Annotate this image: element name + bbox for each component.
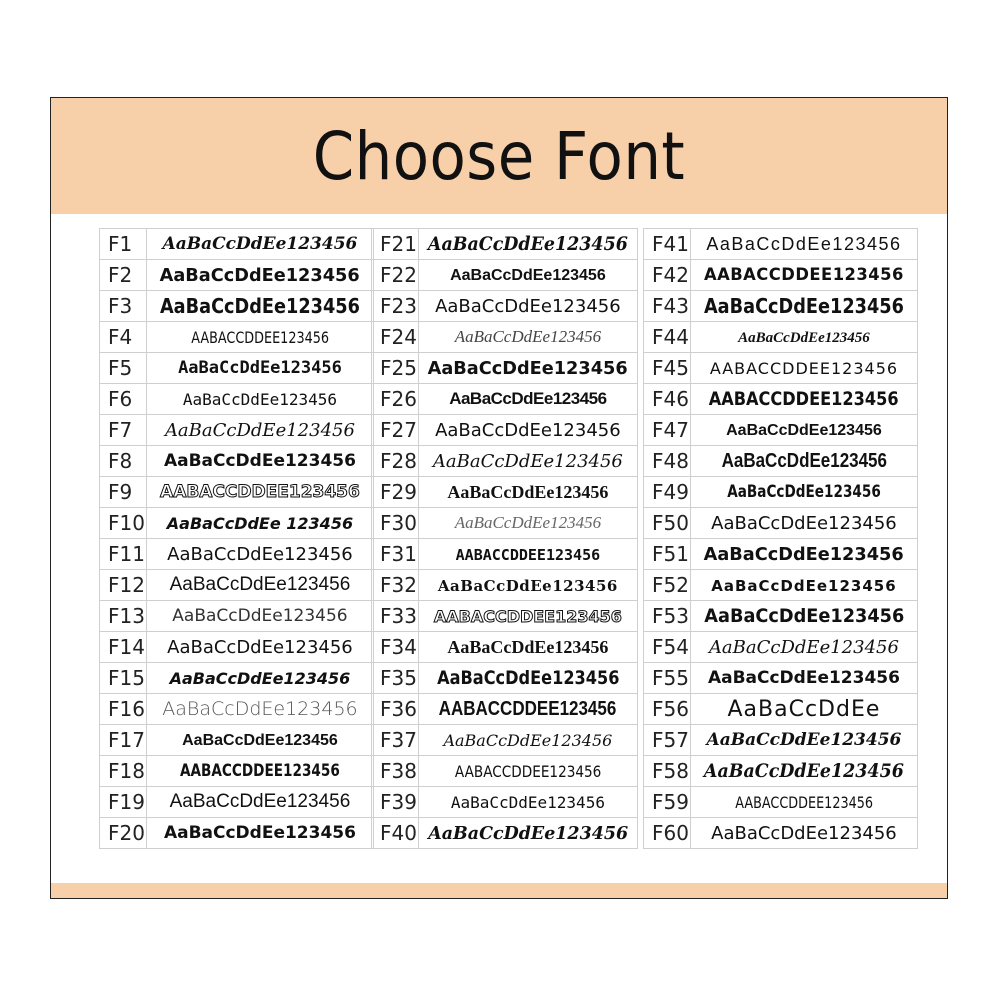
font-row[interactable] xyxy=(372,446,638,477)
font-sample: AaBaCcDdEe123456 xyxy=(707,668,900,688)
font-sample-cell xyxy=(419,508,638,539)
font-sample: AaBaCcDdEe 123456 xyxy=(166,513,354,533)
font-code: F52 xyxy=(644,570,691,601)
font-row[interactable] xyxy=(100,353,374,384)
font-sample-cell xyxy=(419,353,638,384)
font-code: F15 xyxy=(100,663,147,694)
font-sample-cell xyxy=(419,322,638,353)
font-sample-cell xyxy=(419,787,638,818)
font-sample-cell xyxy=(419,384,638,415)
font-code: F30 xyxy=(372,508,419,539)
font-code: F4 xyxy=(100,322,147,353)
font-row[interactable] xyxy=(644,539,918,570)
font-row[interactable] xyxy=(372,508,638,539)
font-code: F6 xyxy=(100,384,147,415)
font-row[interactable] xyxy=(644,663,918,694)
font-row[interactable] xyxy=(644,787,918,818)
font-row[interactable] xyxy=(100,477,374,508)
font-row[interactable] xyxy=(100,260,374,291)
font-sample: AaBaCcDdEe123456 xyxy=(427,233,628,255)
font-sample: AaBaCcDdEe123456 xyxy=(435,295,621,317)
font-sample-cell xyxy=(419,446,638,477)
font-row[interactable] xyxy=(644,570,918,601)
font-sample-cell xyxy=(419,229,638,260)
font-row[interactable] xyxy=(644,415,918,446)
font-code: F27 xyxy=(372,415,419,446)
font-row[interactable] xyxy=(644,694,918,725)
font-sample-cell xyxy=(419,756,638,787)
font-sample: AaBaCcDdEe123456 xyxy=(437,576,618,595)
font-row[interactable] xyxy=(100,694,374,725)
font-sample: AaBaCcDdEe123456 xyxy=(711,822,897,844)
font-sample-cell xyxy=(419,415,638,446)
font-sample-cell xyxy=(147,477,374,508)
font-sample-cell xyxy=(147,725,374,756)
font-sample-cell xyxy=(691,291,918,322)
font-row[interactable] xyxy=(644,601,918,632)
font-sample-cell xyxy=(419,694,638,725)
font-sample-cell xyxy=(147,446,374,477)
font-sample: AaBaCcDdEe123456 xyxy=(169,574,351,595)
font-table-column-2 xyxy=(371,228,638,849)
font-sample: AaBaCcDdEe123456 xyxy=(727,482,881,502)
font-sample: AaBaCcDdEe123456 xyxy=(432,450,623,472)
font-row[interactable] xyxy=(100,787,374,818)
font-sample: AaBaCcDdEe123456 xyxy=(164,419,355,441)
font-sample: AaBaCcDdEe123456 xyxy=(703,294,904,318)
font-sample-cell xyxy=(691,787,918,818)
font-sample-cell xyxy=(147,601,374,632)
font-sample-cell xyxy=(691,446,918,477)
font-sample: AaBaCcDdEe123456 xyxy=(706,233,902,254)
font-row[interactable] xyxy=(100,508,374,539)
font-code: F49 xyxy=(644,477,691,508)
font-code: F50 xyxy=(644,508,691,539)
font-sample: AaBaCcDdEe123456 xyxy=(427,357,628,379)
font-chart-card xyxy=(50,97,948,899)
font-sample-cell xyxy=(147,539,374,570)
font-row[interactable] xyxy=(372,322,638,353)
font-row[interactable] xyxy=(644,818,918,849)
font-code: F56 xyxy=(644,694,691,725)
font-code: F55 xyxy=(644,663,691,694)
font-sample: AABACCDDEE123456 xyxy=(735,792,873,812)
font-row[interactable] xyxy=(372,694,638,725)
font-sample: AaBaCcDdEe123456 xyxy=(159,294,360,318)
font-row[interactable] xyxy=(100,384,374,415)
font-sample: AABACCDDEE123456 xyxy=(709,388,899,410)
font-sample-cell xyxy=(419,477,638,508)
font-sample: AaBaCcDdEe123456 xyxy=(443,730,613,750)
font-row[interactable] xyxy=(644,384,918,415)
font-sample: AaBaCcDdEe123456 xyxy=(706,730,902,750)
font-sample: AaBaCcDdEe123456 xyxy=(450,267,606,284)
font-sample-cell xyxy=(691,632,918,663)
font-sample: AaBaCcDdEe123456 xyxy=(447,481,609,502)
font-row[interactable] xyxy=(372,601,638,632)
font-code: F23 xyxy=(372,291,419,322)
font-code: F47 xyxy=(644,415,691,446)
font-sample: AABACCDDEE123456 xyxy=(191,327,329,347)
font-row[interactable] xyxy=(372,260,638,291)
font-row[interactable] xyxy=(372,384,638,415)
font-sample: AaBaCcDdEe123456 xyxy=(162,234,358,254)
font-sample-cell xyxy=(691,601,918,632)
font-code: F17 xyxy=(100,725,147,756)
font-code: F18 xyxy=(100,756,147,787)
font-row[interactable] xyxy=(372,570,638,601)
font-code: F51 xyxy=(644,539,691,570)
font-sample-cell xyxy=(147,787,374,818)
font-row[interactable] xyxy=(372,725,638,756)
font-row[interactable] xyxy=(100,663,374,694)
font-sample: AaBaCcDdEe123456 xyxy=(450,792,605,812)
font-sample-cell xyxy=(419,663,638,694)
font-sample-cell xyxy=(147,570,374,601)
font-row[interactable] xyxy=(644,508,918,539)
font-row[interactable] xyxy=(372,663,638,694)
font-sample-cell xyxy=(691,725,918,756)
font-sample-cell xyxy=(691,415,918,446)
font-row[interactable] xyxy=(372,632,638,663)
font-code: F7 xyxy=(100,415,147,446)
font-code: F53 xyxy=(644,601,691,632)
font-row[interactable] xyxy=(372,477,638,508)
font-code: F46 xyxy=(644,384,691,415)
font-row[interactable] xyxy=(644,477,918,508)
font-sample-cell xyxy=(419,260,638,291)
font-sample: AABACCDDEE123456 xyxy=(439,697,617,720)
font-sample-cell xyxy=(147,508,374,539)
font-sample-cell xyxy=(419,570,638,601)
font-sample-cell xyxy=(147,694,374,725)
font-sample: AABACCDDEE123456 xyxy=(454,761,602,781)
font-sample-cell xyxy=(691,353,918,384)
font-code: F33 xyxy=(372,601,419,632)
font-code: F20 xyxy=(100,818,147,849)
font-row[interactable] xyxy=(100,291,374,322)
font-code: F60 xyxy=(644,818,691,849)
font-row[interactable] xyxy=(100,229,374,260)
font-code: F45 xyxy=(644,353,691,384)
font-sample: AaBaCcDdEe123456 xyxy=(163,451,356,471)
font-sample: AaBaCcDdEe123456 xyxy=(167,543,353,565)
font-row[interactable] xyxy=(372,787,638,818)
font-code: F10 xyxy=(100,508,147,539)
font-tables xyxy=(51,228,947,870)
font-sample: AaBaCcDdEe123456 xyxy=(435,419,621,441)
font-sample: AaBaCcDdEe123456 xyxy=(182,389,337,409)
font-row[interactable] xyxy=(644,725,918,756)
font-row[interactable] xyxy=(644,632,918,663)
font-sample: AaBaCcDdEe123456 xyxy=(703,760,904,782)
font-row[interactable] xyxy=(372,756,638,787)
font-row[interactable] xyxy=(372,415,638,446)
font-code: F11 xyxy=(100,539,147,570)
font-code: F12 xyxy=(100,570,147,601)
font-sample: AaBaCcDdEe123456 xyxy=(711,576,897,595)
font-code: F3 xyxy=(100,291,147,322)
font-sample-cell xyxy=(147,818,374,849)
font-sample-cell xyxy=(419,725,638,756)
font-code: F38 xyxy=(372,756,419,787)
font-row[interactable] xyxy=(644,260,918,291)
font-code: F14 xyxy=(100,632,147,663)
font-sample: AaBaCcDdEe xyxy=(727,696,881,722)
font-row[interactable] xyxy=(644,353,918,384)
font-sample-cell xyxy=(419,291,638,322)
font-sample-cell xyxy=(691,384,918,415)
font-code: F34 xyxy=(372,632,419,663)
font-sample: AABACCDDEE123456 xyxy=(160,482,360,502)
font-sample-cell xyxy=(147,663,374,694)
page-title: Choose Font xyxy=(312,117,686,195)
font-row[interactable] xyxy=(644,229,918,260)
font-sample-cell xyxy=(147,756,374,787)
font-code: F29 xyxy=(372,477,419,508)
font-sample: AaBaCcDdEe123456 xyxy=(162,698,358,720)
font-code: F48 xyxy=(644,446,691,477)
font-code: F21 xyxy=(372,229,419,260)
header-band xyxy=(51,98,947,214)
font-sample-cell xyxy=(147,260,374,291)
font-sample: AaBaCcDdEe123456 xyxy=(167,636,353,658)
font-code: F57 xyxy=(644,725,691,756)
font-sample-cell xyxy=(691,539,918,570)
font-sample: AaBaCcDdEe123456 xyxy=(711,512,897,534)
font-sample-cell xyxy=(147,353,374,384)
font-sample: AaBaCcDdEe123456 xyxy=(182,732,338,749)
font-code: F44 xyxy=(644,322,691,353)
font-sample: AaBaCcDdEe123456 xyxy=(447,636,609,657)
font-code: F32 xyxy=(372,570,419,601)
font-code: F8 xyxy=(100,446,147,477)
font-sample-cell xyxy=(691,322,918,353)
font-sample: AaBaCcDdEe123456 xyxy=(427,822,628,844)
font-sample-cell xyxy=(691,570,918,601)
font-row[interactable] xyxy=(100,601,374,632)
font-sample-cell xyxy=(147,415,374,446)
font-row[interactable] xyxy=(372,353,638,384)
font-code: F37 xyxy=(372,725,419,756)
font-sample: AABACCDDEE123456 xyxy=(433,606,622,626)
font-code: F42 xyxy=(644,260,691,291)
font-code: F35 xyxy=(372,663,419,694)
font-row[interactable] xyxy=(100,632,374,663)
font-row[interactable] xyxy=(372,539,638,570)
font-sample-cell xyxy=(419,601,638,632)
font-code: F24 xyxy=(372,322,419,353)
font-sample: AaBaCcDdEe123456 xyxy=(454,327,602,346)
font-sample-cell xyxy=(419,818,638,849)
font-row[interactable] xyxy=(372,291,638,322)
font-table-column-3 xyxy=(643,228,918,849)
font-sample: AaBaCcDdEe123456 xyxy=(726,422,882,439)
font-sample: AABACCDDEE123456 xyxy=(455,545,601,564)
font-code: F13 xyxy=(100,601,147,632)
font-table-column-1 xyxy=(99,228,374,849)
font-sample: AaBaCcDdEe123456 xyxy=(178,358,342,378)
font-sample: AaBaCcDdEe123456 xyxy=(703,543,904,565)
font-row[interactable] xyxy=(644,322,918,353)
font-sample-cell xyxy=(147,322,374,353)
font-code: F16 xyxy=(100,694,147,725)
font-code: F9 xyxy=(100,477,147,508)
font-sample-cell xyxy=(147,291,374,322)
font-sample-cell xyxy=(147,229,374,260)
font-sample: AABACCDDEE123456 xyxy=(703,265,904,285)
font-row[interactable] xyxy=(100,725,374,756)
font-sample-cell xyxy=(691,818,918,849)
font-sample: AABACCDDEE123456 xyxy=(180,761,340,781)
font-sample: AaBaCcDdEe123456 xyxy=(436,667,620,689)
font-code: F41 xyxy=(644,229,691,260)
font-code: F25 xyxy=(372,353,419,384)
font-row[interactable] xyxy=(100,818,374,849)
font-code: F19 xyxy=(100,787,147,818)
font-sample-cell xyxy=(147,384,374,415)
font-row[interactable] xyxy=(644,756,918,787)
font-row[interactable] xyxy=(372,818,638,849)
font-code: F43 xyxy=(644,291,691,322)
font-row[interactable] xyxy=(100,415,374,446)
font-code: F59 xyxy=(644,787,691,818)
font-sample: AaBaCcDdEe123456 xyxy=(169,668,351,688)
font-code: F54 xyxy=(644,632,691,663)
font-sample: AaBaCcDdEe123456 xyxy=(169,791,351,812)
font-code: F2 xyxy=(100,260,147,291)
font-sample: AaBaCcDdEe123456 xyxy=(449,389,607,408)
font-sample-cell xyxy=(419,632,638,663)
font-code: F22 xyxy=(372,260,419,291)
font-sample: AABACCDDEE123456 xyxy=(709,358,899,378)
font-sample-cell xyxy=(691,756,918,787)
font-sample: AaBaCcDdEe123456 xyxy=(703,605,904,627)
font-code: F58 xyxy=(644,756,691,787)
font-sample: AaBaCcDdEe123456 xyxy=(738,330,870,346)
font-row[interactable] xyxy=(644,446,918,477)
font-code: F1 xyxy=(100,229,147,260)
font-code: F39 xyxy=(372,787,419,818)
font-sample-cell xyxy=(691,260,918,291)
font-sample: AaBaCcDdEe123456 xyxy=(172,606,348,626)
font-code: F5 xyxy=(100,353,147,384)
font-sample: AaBaCcDdEe123456 xyxy=(163,823,356,843)
font-code: F31 xyxy=(372,539,419,570)
font-sample-cell xyxy=(419,539,638,570)
font-row[interactable] xyxy=(644,291,918,322)
footer-band xyxy=(51,883,947,898)
font-sample-cell xyxy=(691,663,918,694)
font-sample: AaBaCcDdEe123456 xyxy=(708,636,899,658)
font-sample: AaBaCcDdEe123456 xyxy=(721,449,887,472)
font-row[interactable] xyxy=(100,446,374,477)
font-sample-cell xyxy=(691,508,918,539)
font-code: F26 xyxy=(372,384,419,415)
font-code: F36 xyxy=(372,694,419,725)
font-row[interactable] xyxy=(100,756,374,787)
font-code: F28 xyxy=(372,446,419,477)
font-row[interactable] xyxy=(100,570,374,601)
font-row[interactable] xyxy=(100,539,374,570)
font-sample-cell xyxy=(691,229,918,260)
font-sample-cell xyxy=(691,477,918,508)
font-code: F40 xyxy=(372,818,419,849)
font-sample-cell xyxy=(147,632,374,663)
font-sample: AaBaCcDdEe123456 xyxy=(159,264,360,286)
font-sample-cell xyxy=(691,694,918,725)
font-row[interactable] xyxy=(100,322,374,353)
font-sample: AaBaCcDdEe123456 xyxy=(454,513,602,532)
font-row[interactable] xyxy=(372,229,638,260)
